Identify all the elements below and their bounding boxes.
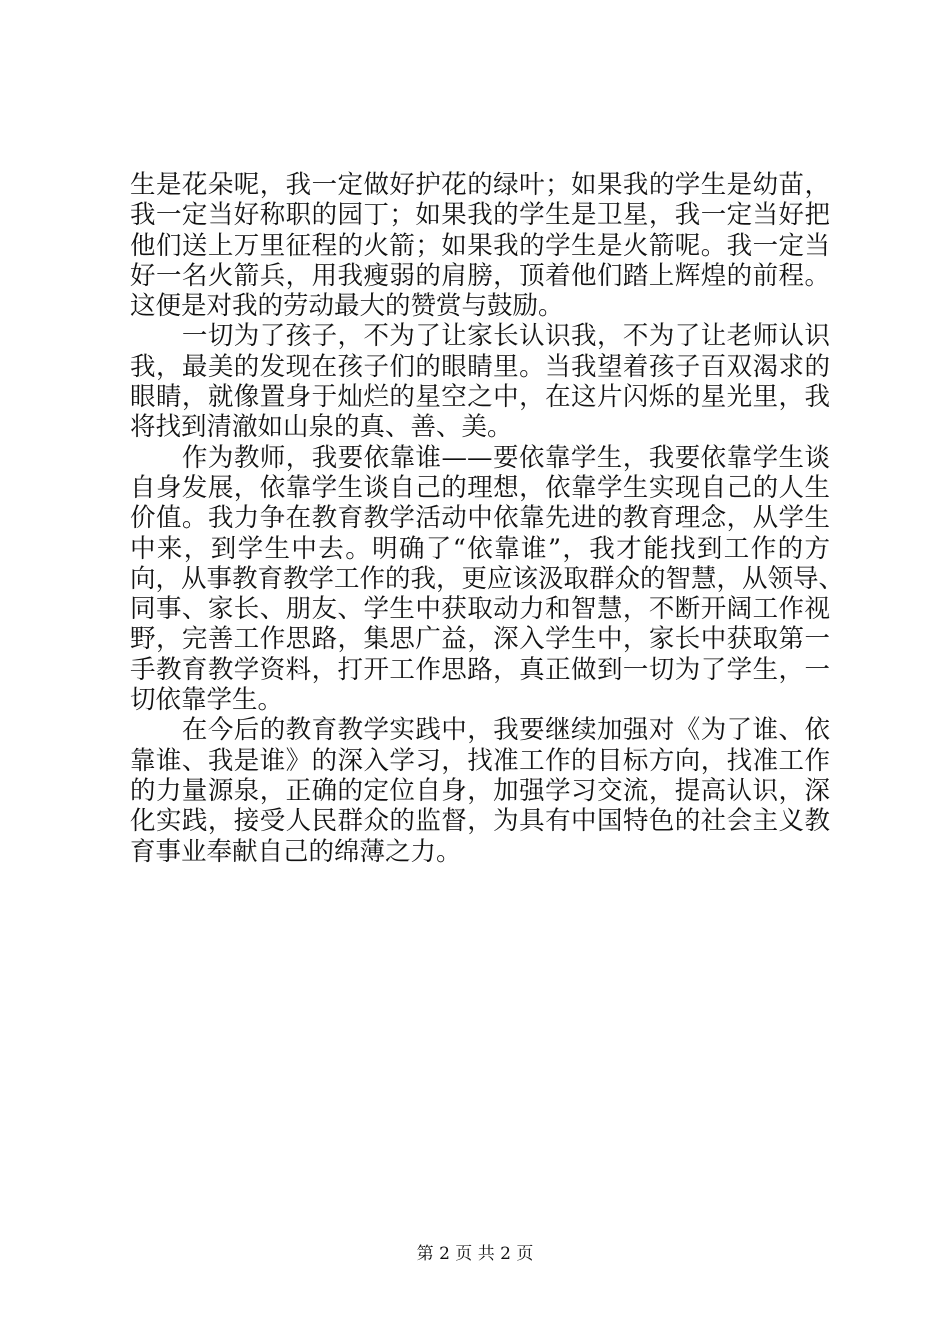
text-line: 我一定当好称职的园丁；如果我的学生是卫星，我一定当好把 [130,200,830,231]
text-line: 他们送上万里征程的火箭；如果我的学生是火箭呢。我一定当 [130,230,830,261]
page-footer: 第 2 页 共 2 页 [416,1244,534,1264]
paragraph [130,170,830,321]
text-line: 的力量源泉，正确的定位自身，加强学习交流，提高认识，深 [130,775,830,806]
text-line: 在今后的教育教学实践中，我要继续加强对《为了谁、依 [130,715,830,746]
text-line: 化实践，接受人民群众的监督，为具有中国特色的社会主义教 [130,806,830,837]
text-line: 野，完善工作思路，集思广益，深入学生中，家长中获取第一 [130,624,830,655]
text-line: 靠谁、我是谁》的深入学习，找准工作的目标方向，找准工作 [130,745,830,776]
text-line: 作为教师，我要依靠谁——要依靠学生，我要依靠学生谈 [130,442,830,473]
text-line: 育事业奉献自己的绵薄之力。 [130,836,462,867]
text-line: 我，最美的发现在孩子们的眼睛里。当我望着孩子百双渴求的 [130,351,830,382]
text-line: 向，从事教育教学工作的我，更应该汲取群众的智慧，从领导、 [130,563,845,594]
text-line: 这便是对我的劳动最大的赞赏与鼓励。 [130,291,564,322]
text-line: 手教育教学资料，打开工作思路，真正做到一切为了学生，一 [130,654,830,685]
document-body [130,170,845,867]
text-line: 自身发展，依靠学生谈自己的理想，依靠学生实现自己的人生 [130,472,830,503]
paragraph [130,715,830,866]
text-line: 中来，到学生中去。明确了“依靠谁”，我才能找到工作的方 [130,533,830,564]
text-line: 切依靠学生。 [130,685,284,716]
text-line: 眼睛，就像置身于灿烂的星空之中，在这片闪烁的星光里，我 [130,382,830,413]
text-line: 将找到清澈如山泉的真、善、美。 [130,412,513,443]
text-line: 同事、家长、朋友、学生中获取动力和智慧，不断开阔工作视 [130,594,830,625]
text-line: 价值。我力争在教育教学活动中依靠先进的教育理念，从学生 [130,503,830,534]
text-line: 一切为了孩子，不为了让家长认识我，不为了让老师认识 [130,321,830,352]
paragraph [130,442,845,716]
text-line: 好一名火箭兵，用我瘦弱的肩膀，顶着他们踏上辉煌的前程。 [130,260,830,291]
text-line: 生是花朵呢，我一定做好护花的绿叶；如果我的学生是幼苗， [130,170,830,200]
paragraph [130,321,830,442]
